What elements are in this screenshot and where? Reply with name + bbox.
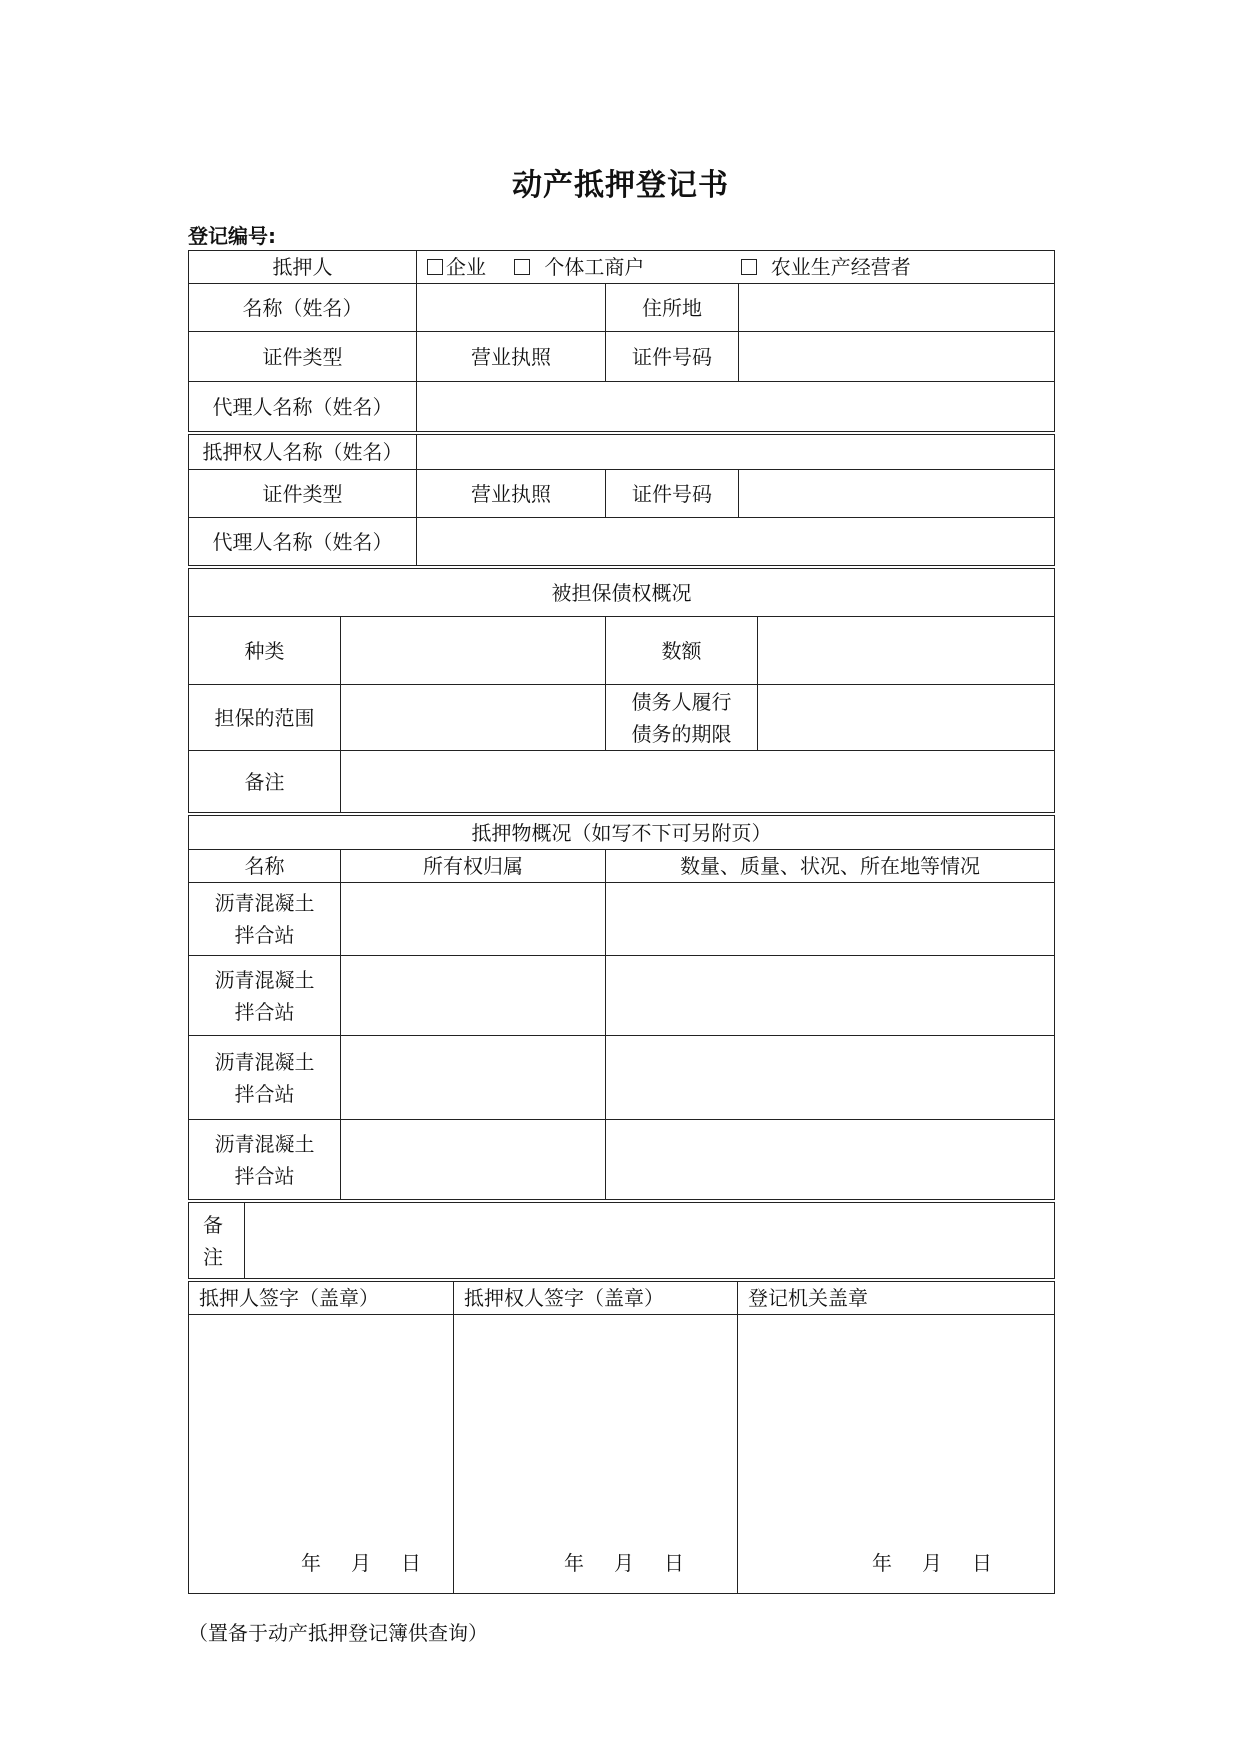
option-enterprise-label: 企业: [446, 255, 486, 279]
option-enterprise[interactable]: [427, 251, 486, 283]
claim-term-label-line1: 债务人履行: [631, 689, 732, 714]
collateral-row-detail-field[interactable]: [606, 883, 1055, 956]
collateral-row-name: [189, 1036, 341, 1120]
mortgagor-agent-field[interactable]: [417, 382, 1055, 432]
mortgagor-name-field[interactable]: [417, 284, 606, 332]
collateral-name-line1: 沥青混凝土: [214, 1049, 315, 1074]
checkbox-farmer[interactable]: [741, 259, 757, 275]
mortgagee-signature-box[interactable]: [454, 1315, 738, 1594]
mortgagee-id-type-value: 营业执照: [417, 470, 606, 518]
claim-scope-label: 担保的范围: [189, 685, 341, 751]
signature-table: [188, 1281, 1055, 1594]
mortgagor-table: [188, 250, 1055, 432]
collateral-name-line2: 拌合站: [234, 923, 295, 947]
mortgagee-table: [188, 434, 1055, 566]
mortgagor-name-label: 名称（姓名）: [189, 284, 417, 332]
claim-term-label: [606, 685, 758, 751]
collateral-row-owner-field[interactable]: [341, 883, 606, 956]
mortgagor-id-number-field[interactable]: [739, 332, 1055, 382]
collateral-col-name: 名称: [189, 850, 341, 883]
claim-term-field[interactable]: [758, 685, 1055, 751]
date-day: 日: [664, 1551, 684, 1575]
mortgagor-id-number-label: 证件号码: [606, 332, 739, 382]
collateral-name-line1: 沥青混凝土: [214, 1131, 315, 1156]
option-individual-business[interactable]: [514, 251, 644, 283]
collateral-row: [189, 1036, 1055, 1120]
mortgagor-id-type-label: 证件类型: [189, 332, 417, 382]
date-year: 年: [872, 1551, 892, 1575]
footer-note: （置备于动产抵押登记簿供查询）: [188, 1621, 488, 1645]
collateral-remark-label: [189, 1203, 245, 1279]
mortgagor-label: 抵押人: [189, 251, 417, 284]
mortgagor-type-options: [417, 251, 1055, 284]
collateral-remark-line2: 注: [203, 1244, 223, 1269]
authority-seal-box[interactable]: [738, 1315, 1055, 1594]
page-title: 动产抵押登记书: [512, 168, 729, 203]
option-farmer[interactable]: [741, 251, 911, 283]
mortgagee-name-label: 抵押权人名称（姓名）: [189, 435, 417, 470]
collateral-remark-table: [188, 1202, 1055, 1279]
claim-type-field[interactable]: [341, 617, 606, 685]
option-farmer-label: 农业生产经营者: [770, 255, 911, 279]
date-day: 日: [401, 1551, 421, 1575]
collateral-row-owner-field[interactable]: [341, 1120, 606, 1200]
collateral-row-name: [189, 956, 341, 1036]
registration-number-label: 登记编号:: [188, 224, 276, 248]
collateral-row: [189, 1120, 1055, 1200]
date-year: 年: [564, 1551, 584, 1575]
mortgagee-agent-label: 代理人名称（姓名）: [189, 518, 417, 566]
date-month: 月: [614, 1551, 634, 1575]
mortgagor-signature-box[interactable]: [189, 1315, 454, 1594]
secured-claim-table: [188, 568, 1055, 813]
checkbox-enterprise[interactable]: [427, 259, 443, 275]
authority-seal-date: [872, 1547, 992, 1579]
mortgagor-signature-label: 抵押人签字（盖章）: [189, 1282, 454, 1315]
mortgagee-signature-date: [564, 1547, 684, 1579]
collateral-header: 抵押物概况（如写不下可另附页）: [189, 816, 1055, 850]
collateral-name-line2: 拌合站: [234, 999, 295, 1024]
collateral-row: [189, 883, 1055, 956]
mortgagee-name-field[interactable]: [417, 435, 1055, 470]
date-month: 月: [922, 1551, 942, 1575]
collateral-col-owner: 所有权归属: [341, 850, 606, 883]
claim-amount-field[interactable]: [758, 617, 1055, 685]
mortgagor-address-label: 住所地: [606, 284, 739, 332]
collateral-table: [188, 815, 1055, 1200]
collateral-row-owner-field[interactable]: [341, 956, 606, 1036]
registration-form: [188, 250, 1054, 1594]
claim-type-label: 种类: [189, 617, 341, 685]
collateral-remark-field[interactable]: [245, 1203, 1055, 1279]
collateral-name-line1: 沥青混凝土: [214, 967, 315, 992]
date-month: 月: [351, 1551, 371, 1575]
mortgagee-id-type-label: 证件类型: [189, 470, 417, 518]
mortgagor-id-type-value: 营业执照: [417, 332, 606, 382]
collateral-row-name: [189, 883, 341, 956]
mortgagee-id-number-label: 证件号码: [606, 470, 739, 518]
mortgagee-agent-field[interactable]: [417, 518, 1055, 566]
mortgagor-signature-date: [301, 1547, 421, 1579]
collateral-name-line1: 沥青混凝土: [214, 891, 315, 915]
checkbox-individual-business[interactable]: [514, 259, 530, 275]
collateral-row-detail-field[interactable]: [606, 1036, 1055, 1120]
mortgagee-signature-label: 抵押权人签字（盖章）: [454, 1282, 738, 1315]
collateral-row-name: [189, 1120, 341, 1200]
collateral-row-detail-field[interactable]: [606, 1120, 1055, 1200]
mortgagor-address-field[interactable]: [739, 284, 1055, 332]
collateral-name-line2: 拌合站: [234, 1163, 295, 1188]
date-day: 日: [972, 1551, 992, 1575]
claim-scope-field[interactable]: [341, 685, 606, 751]
collateral-remark-line1: 备: [203, 1212, 223, 1237]
date-year: 年: [301, 1551, 321, 1575]
option-individual-business-label: 个体工商户: [544, 255, 645, 279]
claim-term-label-line2: 债务的期限: [631, 721, 732, 746]
collateral-col-detail: 数量、质量、状况、所在地等情况: [606, 850, 1055, 883]
mortgagee-id-number-field[interactable]: [739, 470, 1055, 518]
collateral-row: [189, 956, 1055, 1036]
claim-amount-label: 数额: [606, 617, 758, 685]
claim-remark-field[interactable]: [341, 751, 1055, 813]
claim-remark-label: 备注: [189, 751, 341, 813]
authority-seal-label: 登记机关盖章: [738, 1282, 1055, 1315]
collateral-row-owner-field[interactable]: [341, 1036, 606, 1120]
secured-claim-header: 被担保债权概况: [189, 569, 1055, 617]
collateral-row-detail-field[interactable]: [606, 956, 1055, 1036]
mortgagor-agent-label: 代理人名称（姓名）: [189, 382, 417, 432]
collateral-name-line2: 拌合站: [234, 1081, 295, 1106]
